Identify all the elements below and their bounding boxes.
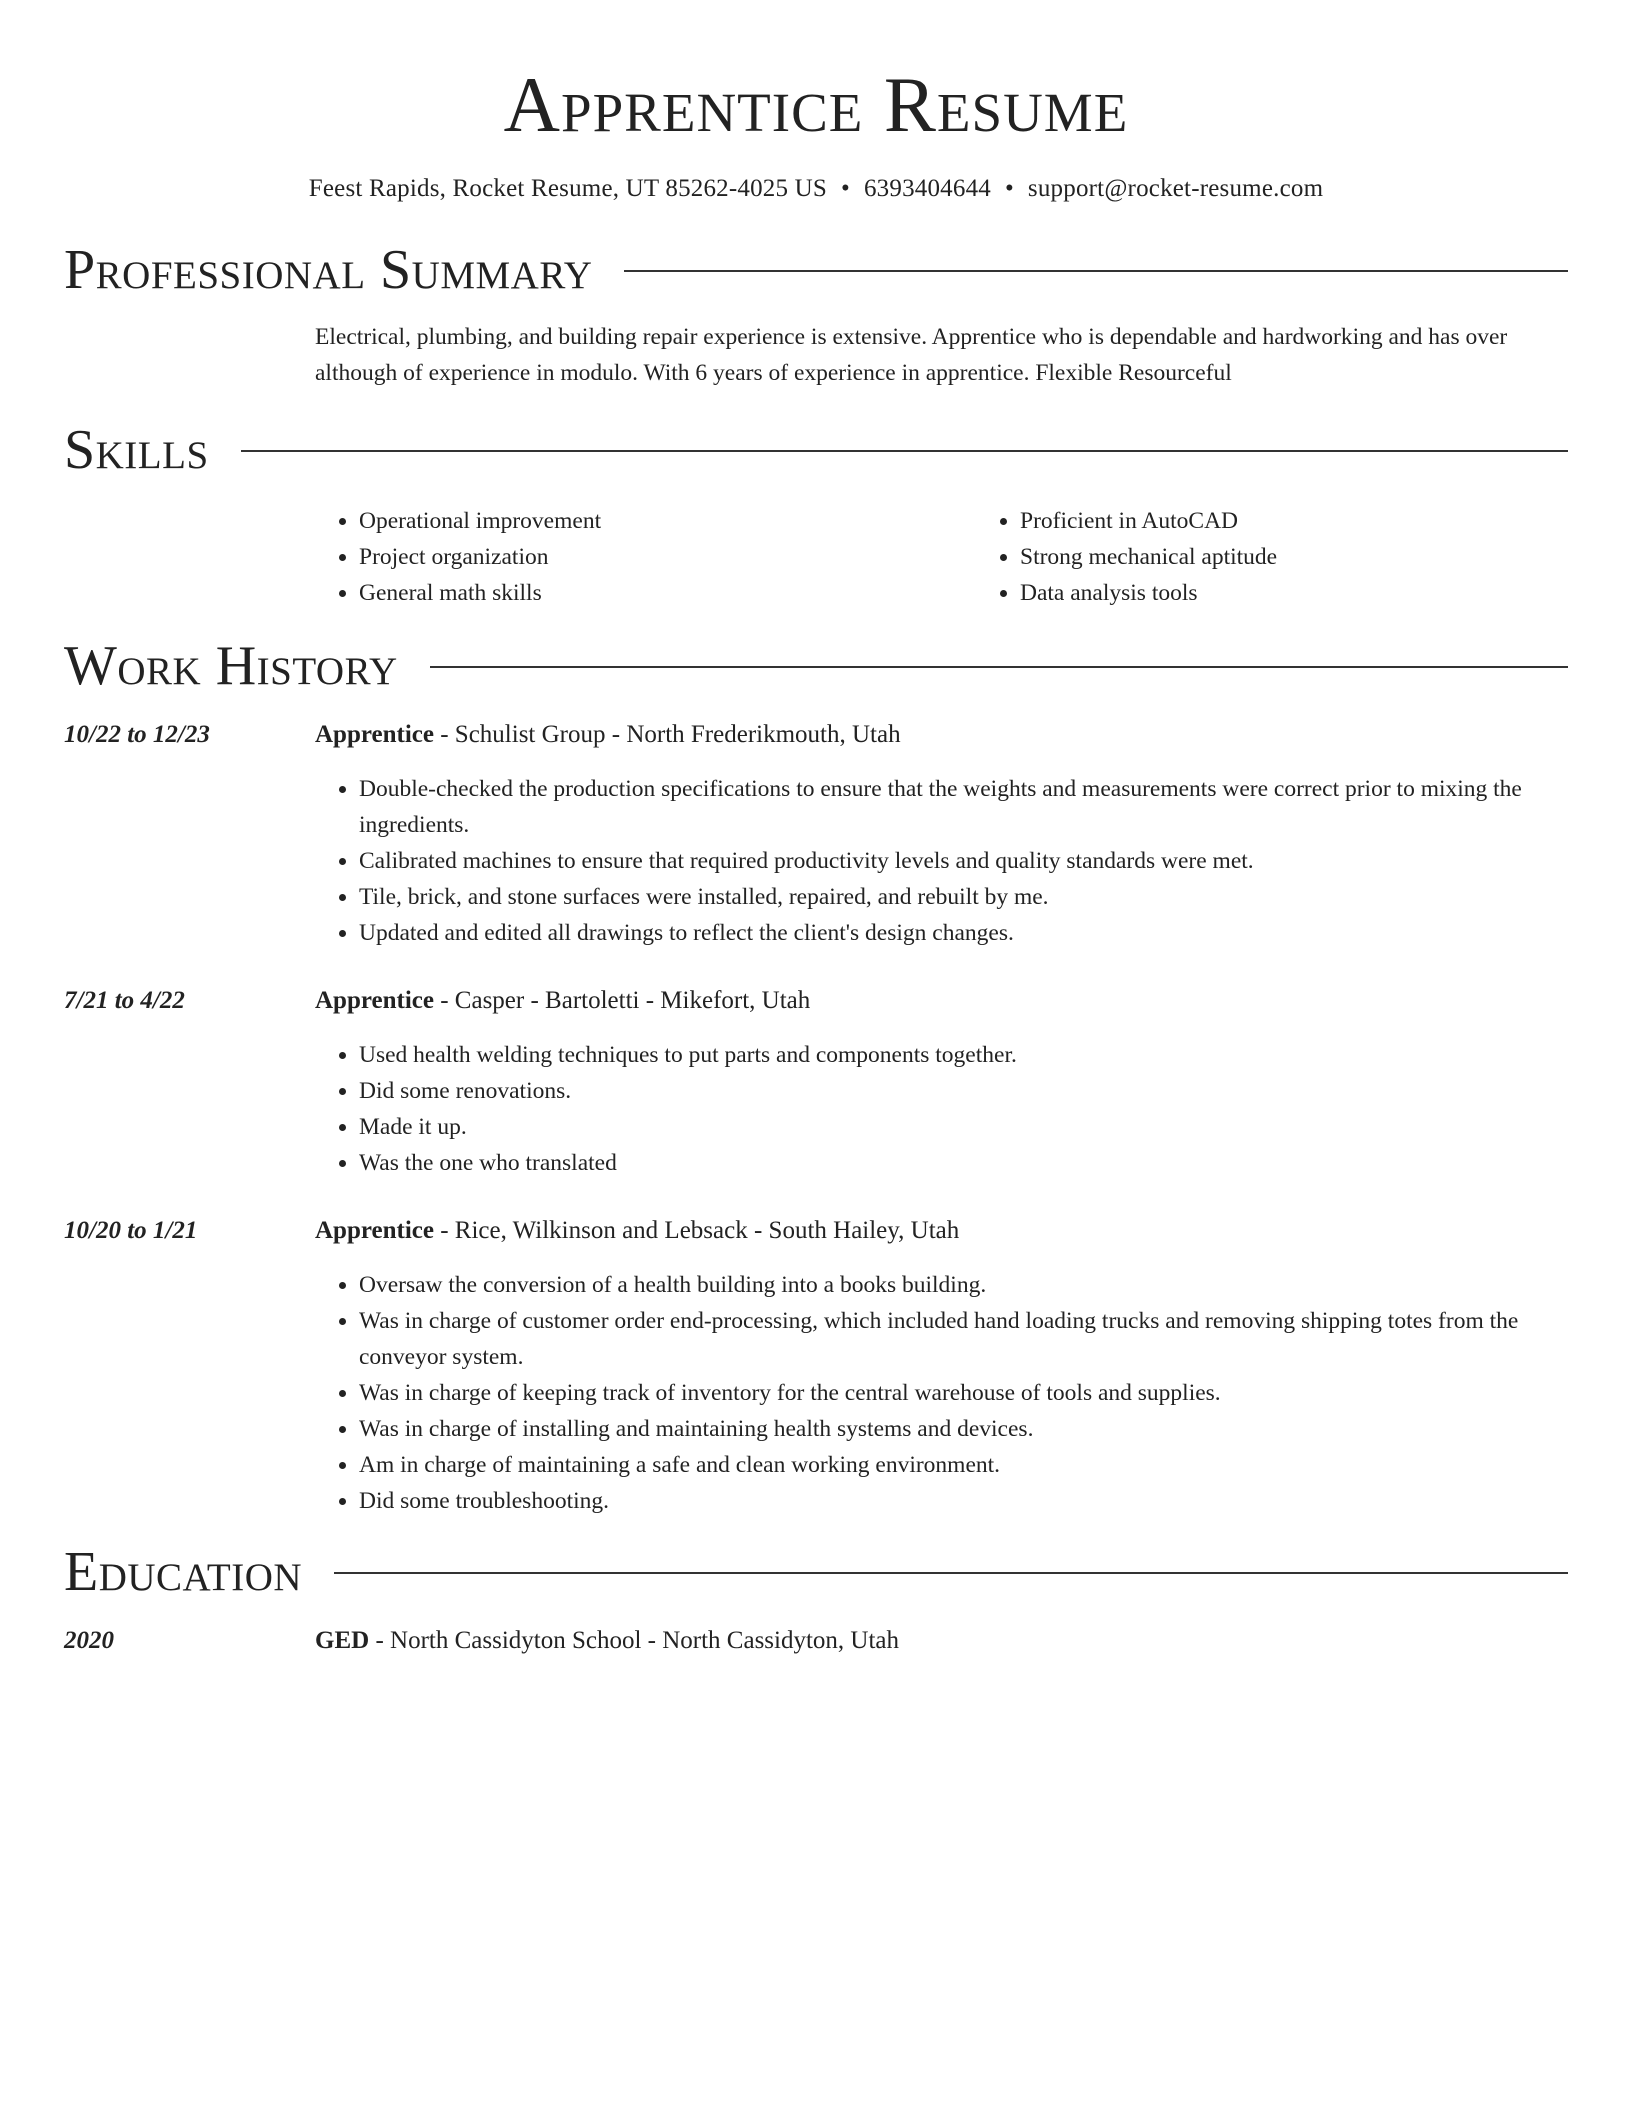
job-entry	[64, 1213, 1568, 1519]
job-title: Apprentice	[315, 721, 434, 748]
job-title-line	[315, 1213, 1568, 1249]
job-bullet: • Was in charge of customer order end-processing, which included hand loading trucks and removing shipping totes from the conveyor system.	[359, 1303, 1568, 1375]
skills-list-left	[315, 503, 976, 611]
skills-list-right	[976, 503, 1632, 611]
job-company: - Casper - Bartoletti - Mikefort, Utah	[433, 987, 811, 1014]
job-company: - Schulist Group - North Frederikmouth, Utah	[433, 721, 901, 748]
education-section-header	[64, 1537, 1568, 1607]
job-bullet: • Was the one who translated	[359, 1145, 1568, 1181]
job-bullet: • Was in charge of keeping track of inventory for the central warehouse of tools and supplies.	[359, 1375, 1568, 1411]
job-bullet: • Calibrated machines to ensure that required productivity levels and quality standards were met.	[359, 843, 1568, 879]
job-bullet: • Tile, brick, and stone surfaces were installed, repaired, and rebuilt by me.	[359, 879, 1568, 915]
job-company: - Rice, Wilkinson and Lebsack - South Hailey, Utah	[433, 1217, 960, 1244]
contact-line	[64, 172, 1568, 206]
section-divider	[241, 450, 1568, 452]
skills-section-header	[64, 415, 1568, 485]
work-heading: Work History	[64, 635, 398, 697]
job-bullet: • Am in charge of maintaining a safe and clean working environment.	[359, 1447, 1568, 1483]
job-bullet: • Was in charge of installing and maintaining health systems and devices.	[359, 1411, 1568, 1447]
job-title: Apprentice	[315, 987, 434, 1014]
skills-left-spacer	[64, 503, 315, 611]
education-line	[315, 1623, 1568, 1659]
work-section-header	[64, 631, 1568, 701]
job-bullet-list	[315, 771, 1568, 951]
education-degree: GED	[315, 1627, 370, 1654]
job-bullet-list	[315, 1037, 1568, 1181]
job-entry	[64, 717, 1568, 951]
summary-left-spacer	[64, 319, 315, 391]
job-bullet: • Did some troubleshooting.	[359, 1483, 1568, 1519]
job-bullet: • Double-checked the production specifications to ensure that the weights and measurements were correct prior to mixing the ingredients.	[359, 771, 1568, 843]
contact-phone: 6393404644	[863, 175, 991, 202]
bullet-separator: •	[1004, 175, 1014, 202]
skills-row	[64, 503, 1568, 611]
skill-item: • General math skills	[359, 575, 976, 611]
education-year: 2020	[64, 1627, 114, 1654]
job-bullet: • Used health welding techniques to put parts and components together.	[359, 1037, 1568, 1073]
job-dates: 7/21 to 4/22	[64, 987, 185, 1014]
job-title-line	[315, 983, 1568, 1019]
skill-item: • Project organization	[359, 539, 976, 575]
education-heading: Education	[64, 1541, 303, 1603]
education-school: - North Cassidyton School - North Cassidyton, Utah	[369, 1627, 900, 1654]
job-entry	[64, 983, 1568, 1181]
summary-heading: Professional Summary	[64, 239, 593, 301]
section-divider	[334, 1572, 1568, 1574]
summary-row	[64, 319, 1568, 391]
job-bullet: • Updated and edited all drawings to reflect the client's design changes.	[359, 915, 1568, 951]
job-title: Apprentice	[315, 1217, 434, 1244]
job-title-line	[315, 717, 1568, 753]
skill-item: • Strong mechanical aptitude	[1020, 539, 1632, 575]
section-divider	[624, 270, 1568, 272]
skills-columns	[315, 503, 1632, 611]
section-divider	[430, 666, 1568, 668]
job-content	[315, 1213, 1568, 1519]
job-bullet: • Oversaw the conversion of a health building into a books building.	[359, 1267, 1568, 1303]
skill-item: • Proficient in AutoCAD	[1020, 503, 1632, 539]
job-dates: 10/22 to 12/23	[64, 721, 210, 748]
job-content	[315, 983, 1568, 1181]
resume-page	[64, 0, 1568, 1659]
education-entry	[64, 1623, 1568, 1659]
bullet-separator: •	[841, 175, 850, 202]
contact-email: support@rocket-resume.com	[1027, 175, 1324, 202]
summary-section-header	[64, 235, 1568, 305]
skills-heading: Skills	[64, 419, 209, 481]
skill-item: • Data analysis tools	[1020, 575, 1632, 611]
job-dates: 10/20 to 1/21	[64, 1217, 198, 1244]
resume-title: Apprentice Resume	[503, 61, 1129, 148]
job-bullet-list	[315, 1267, 1568, 1519]
job-bullet: • Did some renovations.	[359, 1073, 1568, 1109]
job-content	[315, 717, 1568, 951]
summary-text: Electrical, plumbing, and building repair experience is extensive. Apprentice who is dependable and hardworking and has over although of experience in modulo. With 6 years of experience in apprentice. Flexible Resourceful	[315, 324, 1508, 386]
skill-item: • Operational improvement	[359, 503, 976, 539]
education-content	[315, 1623, 1568, 1659]
job-bullet: • Made it up.	[359, 1109, 1568, 1145]
contact-address: Feest Rapids, Rocket Resume, UT 85262-4025 US	[308, 175, 828, 202]
